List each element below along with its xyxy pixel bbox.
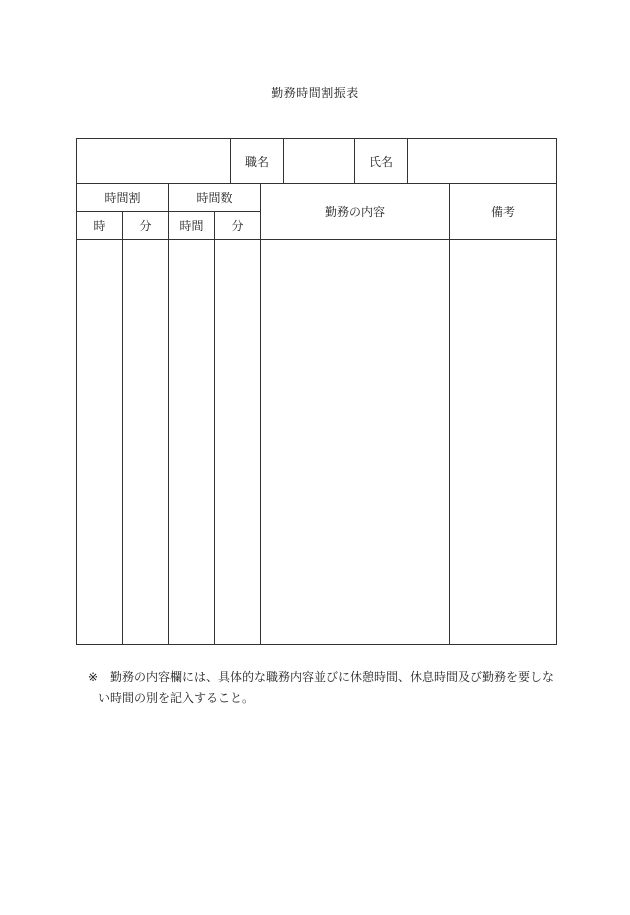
hour-column-cell[interactable]	[77, 240, 123, 645]
minute-column-cell[interactable]	[123, 240, 169, 645]
footnote-text-1: 勤務の内容欄には、具体的な職務内容並びに休憩時間、休息時間及び勤務を要しな	[110, 670, 555, 684]
name-label: 氏名	[355, 139, 408, 184]
hours-count-header: 時間数	[169, 184, 261, 212]
footnote-line-2: い時間の別を記入すること。	[98, 691, 255, 705]
duty-content-header: 勤務の内容	[261, 184, 450, 240]
note-mark: ※	[88, 670, 99, 684]
blank-cell	[77, 139, 231, 184]
minutes-header: 分	[215, 212, 261, 240]
remarks-header: 備考	[450, 184, 557, 240]
duty-content-cell[interactable]	[261, 240, 450, 645]
footnote-line-1	[88, 667, 558, 688]
hours-header: 時間	[169, 212, 215, 240]
header-table	[76, 138, 557, 184]
document-title: 勤務時間割振表	[271, 86, 359, 100]
job-title-field[interactable]	[284, 139, 355, 184]
remarks-cell[interactable]	[450, 240, 557, 645]
minute-header: 分	[123, 212, 169, 240]
hour-header: 時	[77, 212, 123, 240]
name-field[interactable]	[408, 139, 557, 184]
job-title-label: 職名	[231, 139, 284, 184]
timetable-header: 時間割	[77, 184, 169, 212]
footnote	[88, 667, 558, 709]
hours-column-cell[interactable]	[169, 240, 215, 645]
minutes-column-cell[interactable]	[215, 240, 261, 645]
schedule-table	[76, 184, 557, 645]
